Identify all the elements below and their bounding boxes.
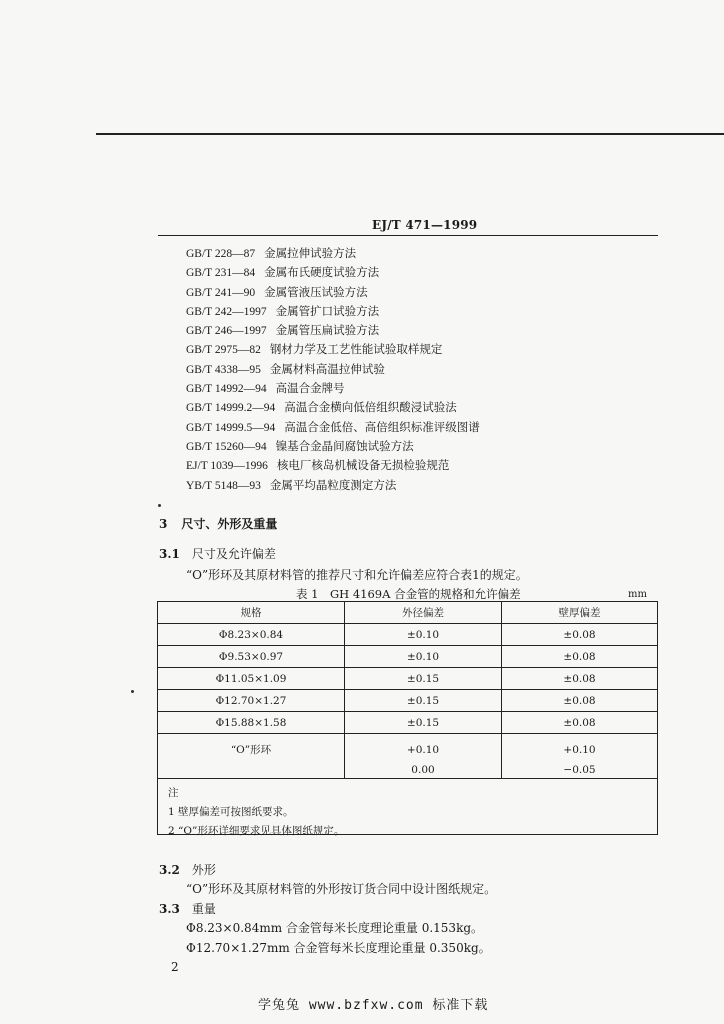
list-item	[186, 476, 646, 495]
reference-code: GB/T 242—1997	[186, 305, 267, 318]
section-3-1-text: “O”形环及其原材料管的推荐尺寸和允许偏差应符合表1的规定。	[186, 568, 528, 582]
reference-code: YB/T 5148—93	[186, 479, 261, 492]
list-item	[186, 456, 646, 475]
reference-code: GB/T 2975—82	[186, 344, 261, 357]
table-row	[158, 646, 657, 668]
reference-title: 镍基合金晶间腐蚀试验方法	[275, 438, 414, 453]
reference-title: 高温合金横向低倍组织酸浸试验法	[284, 400, 457, 415]
table-cell: ±0.08	[563, 628, 596, 641]
od-lower-tolerance: 0.00	[411, 764, 435, 776]
footer-watermark: 学兔兔 www.bzfxw.com 标准下载	[258, 998, 489, 1013]
list-item	[186, 418, 646, 437]
table-cell: Φ12.70×1.27	[158, 690, 345, 711]
reference-title: 金属平均晶粒度测定方法	[269, 477, 397, 492]
list-item	[186, 398, 646, 417]
table-cell: ±0.15	[345, 668, 502, 689]
list-item	[186, 302, 646, 321]
list-item	[186, 340, 646, 359]
table-row	[158, 624, 657, 646]
table-header-cell: 壁厚偏差	[558, 607, 601, 619]
section-number: 3.1	[159, 547, 180, 561]
section-3-1-heading	[159, 545, 276, 562]
list-item	[186, 360, 646, 379]
table-cell: Φ11.05×1.09	[158, 668, 345, 689]
list-item	[186, 283, 646, 302]
reference-title: 核电厂核岛机械设备无损检验规范	[276, 458, 450, 473]
reference-code: GB/T 228—87	[186, 248, 256, 260]
top-rule	[96, 133, 724, 135]
table-header-cell: 外径偏差	[345, 602, 502, 623]
section-3-2-heading	[159, 861, 216, 878]
note-item: 1 壁厚偏差可按图纸要求。	[168, 806, 294, 818]
scan-speck	[158, 504, 161, 507]
reference-code: GB/T 4338—95	[186, 363, 261, 376]
table-cell: ±0.08	[563, 672, 596, 685]
spec-table	[157, 601, 658, 835]
note-item: 2 “O”形环详细要求见具体图纸规定。	[168, 825, 345, 837]
table-cell: ±0.15	[345, 712, 502, 733]
reference-code: GB/T 241—90	[186, 286, 256, 299]
table-cell	[158, 734, 345, 778]
weight-line: Φ8.23×0.84mm 合金管每米长度理论重量 0.153kg。	[186, 921, 484, 935]
reference-title: 高温合金牌号	[275, 381, 345, 396]
table-cell: Φ15.88×1.58	[158, 712, 345, 733]
reference-title: 金属拉伸试验方法	[264, 246, 357, 260]
table-cell: ±0.08	[563, 694, 596, 707]
table-row	[158, 712, 657, 734]
weight-line: Φ12.70×1.27mm 合金管每米长度理论重量 0.350kg。	[186, 941, 491, 955]
section-title: 尺寸及允许偏差	[191, 547, 276, 561]
header-rule	[158, 235, 658, 236]
reference-code: GB/T 15260—94	[186, 440, 267, 453]
table-row	[158, 690, 657, 712]
reference-title: 金属布氏硬度试验方法	[264, 265, 380, 280]
list-item	[186, 244, 646, 263]
section-number: 3	[159, 517, 168, 531]
section-title: 重量	[191, 902, 216, 916]
reference-title: 金属管液压试验方法	[264, 284, 368, 299]
section-title: 外形	[191, 863, 216, 877]
table-cell: ±0.10	[345, 624, 502, 645]
o-ring-spec: “O”形环	[230, 744, 272, 756]
reference-title: 金属管扩口试验方法	[275, 303, 380, 318]
reference-code: GB/T 231—84	[186, 267, 256, 280]
reference-code: GB/T 246—1997	[186, 325, 267, 338]
table-header-row	[158, 602, 657, 624]
reference-code: GB/T 14999.5—94	[186, 421, 276, 434]
table-cell: ±0.10	[345, 646, 502, 667]
table-caption: 表 1 GH 4169A 合金管的规格和允许偏差	[296, 587, 521, 601]
wall-lower-tolerance: −0.05	[563, 764, 596, 776]
document-code: EJ/T 471—1999	[372, 218, 478, 232]
list-item	[186, 379, 646, 398]
table-unit: mm	[628, 589, 647, 600]
reference-title: 金属材料高温拉伸试验	[269, 361, 385, 376]
reference-title: 钢材力学及工艺性能试验取样规定	[269, 342, 443, 357]
section-3-3-heading	[159, 900, 216, 917]
section-3-2-text: “O”形环及其原材料管的外形按订货合同中设计图纸规定。	[186, 882, 497, 896]
table-header-cell: 规格	[158, 602, 345, 623]
table-cell	[345, 734, 502, 778]
reference-title: 高温合金低倍、高倍组织标准评级图谱	[284, 419, 480, 434]
section-number: 3.2	[159, 863, 180, 877]
reference-code: GB/T 14992—94	[186, 383, 267, 396]
table-cell: Φ8.23×0.84	[158, 624, 345, 645]
table-row-o-ring	[158, 734, 657, 779]
reference-list	[186, 244, 646, 495]
list-item	[186, 263, 646, 282]
scan-speck	[131, 690, 134, 693]
list-item	[186, 321, 646, 340]
list-item	[186, 437, 646, 456]
page-number: 2	[171, 960, 179, 974]
reference-title: 金属管压扁试验方法	[275, 323, 380, 338]
od-upper-tolerance: +0.10	[406, 744, 440, 756]
notes-title: 注	[168, 787, 179, 799]
section-title: 尺寸、外形及重量	[181, 517, 278, 531]
table-cell	[502, 734, 657, 778]
table-row	[158, 668, 657, 690]
table-cell: ±0.08	[563, 716, 596, 729]
table-cell: ±0.15	[345, 690, 502, 711]
table-cell: ±0.08	[563, 650, 596, 663]
section-number: 3.3	[159, 902, 180, 916]
reference-code: EJ/T 1039—1996	[186, 460, 268, 473]
table-cell: Φ9.53×0.97	[158, 646, 345, 667]
reference-code: GB/T 14999.2—94	[186, 402, 276, 415]
section-3-heading	[159, 515, 277, 532]
wall-upper-tolerance: +0.10	[563, 744, 596, 756]
table-notes	[158, 779, 657, 841]
